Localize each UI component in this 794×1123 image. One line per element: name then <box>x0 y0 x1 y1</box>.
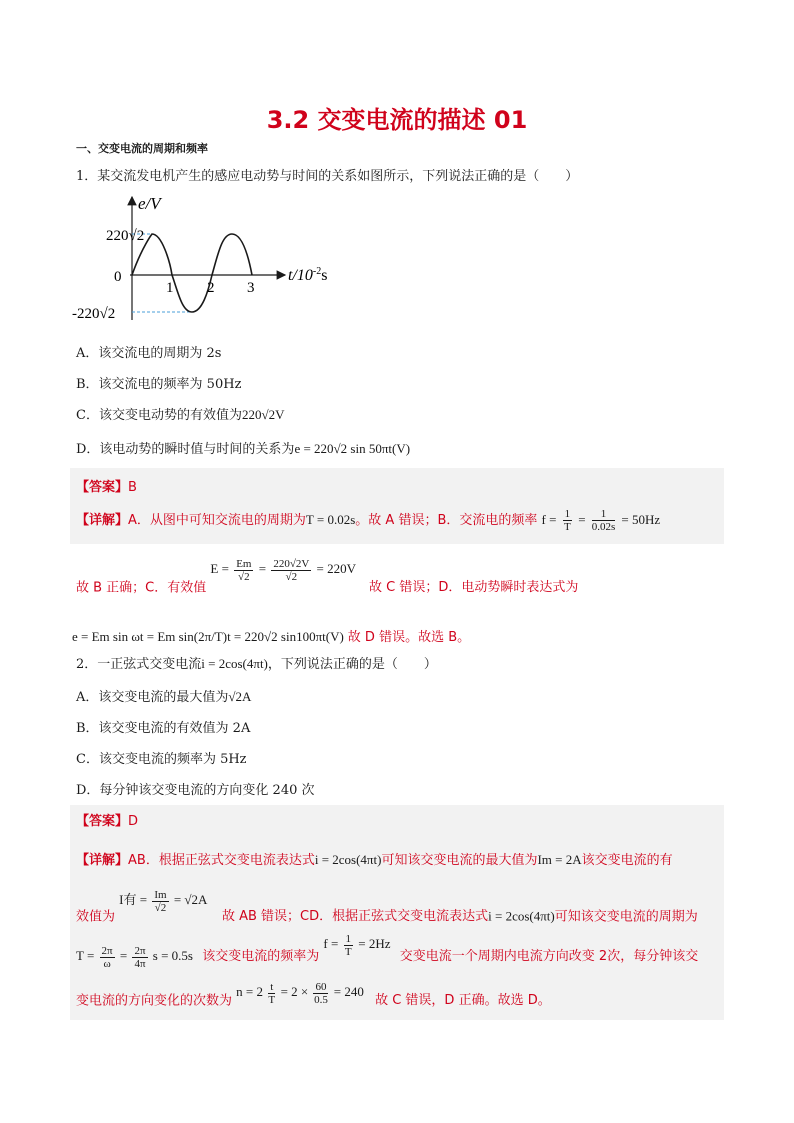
q1-option-a[interactable]: A．该交流电的周期为 2s <box>76 346 222 361</box>
origin-label: 0 <box>114 269 122 285</box>
q1-detail-l1-a: A．从图中可知交流电的周期为 <box>128 513 306 528</box>
q1-answer-value: B <box>128 480 137 495</box>
q1-option-b[interactable]: B．该交流电的频率为 50Hz <box>76 377 242 392</box>
x-axis-label-exp: -2 <box>312 266 322 277</box>
q2-detail-line-3: T = $\frac{2\pi}{\omega}$ = $\frac{2\pi}{4\pi}$ s = 0.5s 该交变电流的频率为 f = $\frac{1}{T}$ = 2Hz 交变电流一个周期内电流方向改变 2次，每分钟该交 <box>76 933 699 970</box>
q2-detail-line-4: 变电流的方向变化的次数为 n = 2 $\frac{t}{T}$ = 2 × $\frac{60}{0.5}$ = 240 故 C 错误，D 正确。故选 D。 <box>76 981 551 1009</box>
sine-curve <box>132 234 252 312</box>
q1-detail-l3-math: e = Em sin ωt = Em sin(2π/T)t = 220√2 sin100πt(V) <box>72 629 344 644</box>
q1-option-d-text: D．该电动势的瞬时值与时间的关系为 <box>76 442 295 457</box>
emf-sine-graph <box>70 192 360 327</box>
q1-detail-l2-math: E = $\frac{Em}{√2}$ = $\frac{220√2V}{√2}$ = 220V <box>210 558 356 583</box>
q1-detail-l1-b: 。故 A 错误；B．交流电的频率 <box>355 513 538 528</box>
q1-detail-l1-m2-lhs: f = <box>541 512 557 527</box>
q1-detail-label: 【详解】 <box>76 513 129 528</box>
q1-detail-l1-m1: T = 0.02s <box>305 512 356 527</box>
q2-detail-l3-math2: f = $\frac{1}{T}$ = 2Hz <box>323 933 391 958</box>
q2-detail-line-2: 效值为 I有 = $\frac{Im}{√2}$ = √2A 故 AB 错误；CD．根据正弦式交变电流表达式i = 2cos(4πt)可知该交变电流的周期为 <box>76 889 698 925</box>
q2-stem: 2．一正弦式交变电流i = 2cos(4πt)，下列说法正确的是（ ） <box>76 656 437 672</box>
q2-detail-line-1: 【详解】AB．根据正弦式交变电流表达式i = 2cos(4πt)可知该交变电流的最大值为Im = 2A该交变电流的有 <box>76 852 673 868</box>
q1-stem: 1．某交流发电机产生的感应电动势与时间的关系如图所示，下列说法正确的是（ ） <box>76 169 579 184</box>
x-axis-label-main: t/10 <box>288 267 313 284</box>
q2-option-a-math: √2A <box>228 689 252 704</box>
q1-option-c-text: C．该交变电动势的有效值为 <box>76 408 242 423</box>
q1-detail-line-3 <box>72 626 470 645</box>
q1-detail-l2-b: 故 C 错误；D．电动势瞬时表达式为 <box>369 580 579 596</box>
q2-detail-l4-math: n = 2 $\frac{t}{T}$ = 2 × $\frac{60}{0.5}$ = 240 <box>236 981 364 1006</box>
q2-stem-math: i = 2cos(4πt) <box>201 656 268 671</box>
q2-option-a[interactable]: A．该交变电流的最大值为√2A <box>76 689 252 705</box>
q2-detail-l3-math1: T = $\frac{2\pi}{\omega}$ = $\frac{2\pi}{4\pi}$ s = 0.5s <box>76 945 193 970</box>
q1-detail-l1-m2-rhs: = 50Hz <box>621 512 661 527</box>
q1-detail-l3-b: 故 D 错误。故选 B。 <box>347 630 471 645</box>
q2-answer-box <box>70 805 724 1020</box>
q2-option-d[interactable]: D．每分钟该交变电流的方向变化 240 次 <box>76 783 315 798</box>
y-axis-label: e/V <box>138 194 161 213</box>
q1-option-c[interactable] <box>76 404 284 423</box>
q1-detail-line-1: 【详解】A．从图中可知交流电的周期为T = 0.02s。故 A 错误；B．交流电的频率 f = $\frac{1}{T}$ = $\frac{1}{0.02s}$ = 50Hz <box>76 508 661 533</box>
q2-option-b[interactable]: B．该交变电流的有效值为 2A <box>76 721 251 736</box>
x-tick-1: 1 <box>166 280 174 296</box>
y-min-label: -220√2 <box>72 306 116 322</box>
q2-detail-l2-math: I有 = $\frac{Im}{√2}$ = √2A <box>119 889 207 914</box>
q1-detail-line-2 <box>76 558 579 601</box>
y-max-label: 220√2 <box>106 228 145 244</box>
x-axis-label <box>288 266 327 284</box>
q1-answer <box>76 476 137 495</box>
q1-option-d-math: e = 220√2 sin 50πt(V) <box>294 441 411 456</box>
page-title: 3.2 交变电流的描述 01 <box>266 106 528 134</box>
section-heading: 一、交变电流的周期和频率 <box>76 142 208 155</box>
q1-frac-1-over-002: $\frac{1}{0.02s}$ <box>591 508 616 533</box>
q1-detail-l2-a: 故 B 正确；C．有效值 <box>76 580 207 596</box>
q1-option-d[interactable] <box>76 438 410 457</box>
q1-option-c-math: 220√2V <box>241 407 285 422</box>
q1-answer-label: 【答案】 <box>76 480 129 495</box>
x-tick-3: 3 <box>247 280 255 296</box>
x-tick-2: 2 <box>207 280 215 296</box>
x-axis-label-unit: s <box>321 267 328 284</box>
q1-frac-1-over-T: $\frac{1}{T}$ <box>563 508 571 533</box>
q2-answer: 【答案】D <box>76 814 139 829</box>
q1-answer-box <box>70 468 724 544</box>
q2-option-c[interactable]: C．该交变电流的频率为 5Hz <box>76 752 247 767</box>
